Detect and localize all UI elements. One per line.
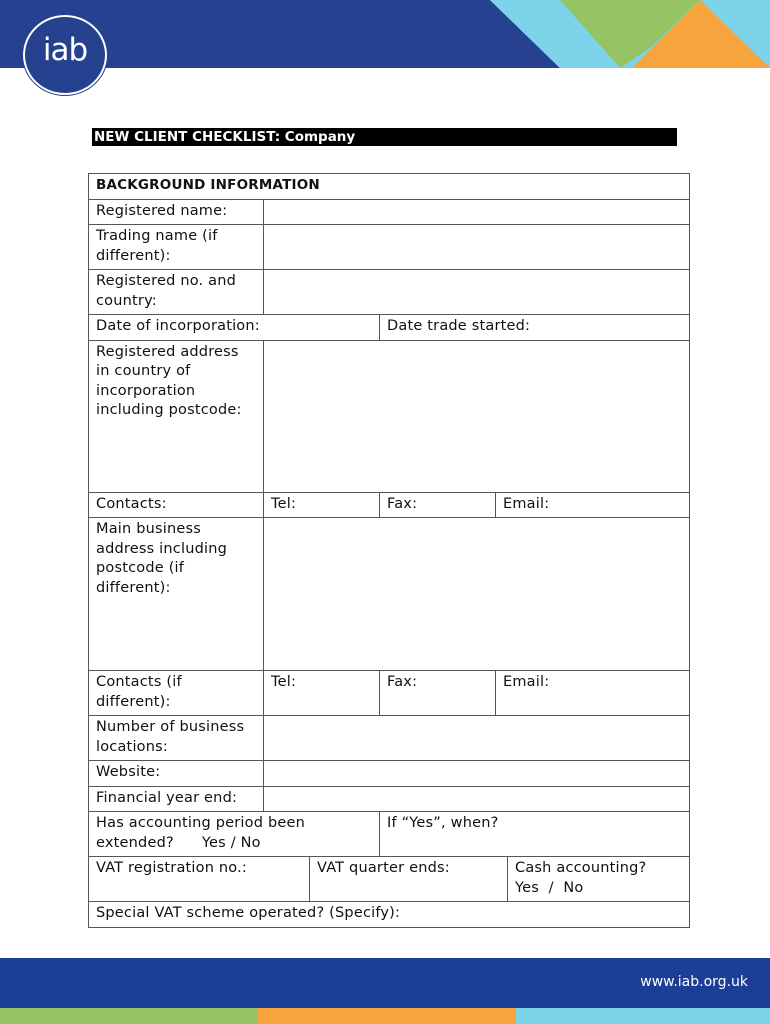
email-field-2[interactable]: Email: (496, 671, 690, 716)
accounting-period-yes-no[interactable]: Yes / No (201, 834, 261, 851)
contacts-label: Contacts: (89, 492, 264, 518)
section-header: BACKGROUND INFORMATION (89, 174, 690, 200)
registered-no-field[interactable] (264, 270, 690, 315)
registered-name-label: Registered name: (89, 199, 264, 225)
cash-accounting-field[interactable] (508, 857, 690, 902)
financial-year-end-field[interactable] (264, 786, 690, 812)
tel-field-2[interactable]: Tel: (264, 671, 380, 716)
fax-field[interactable]: Fax: (380, 492, 496, 518)
date-trade-started-field[interactable]: Date trade started: (380, 315, 690, 341)
footer-strip-green (0, 1008, 258, 1024)
trading-name-field[interactable] (264, 225, 690, 270)
website-link[interactable]: www.iab.org.uk (640, 974, 748, 990)
registered-address-label: Registered address in country of incorporation including postcode: (89, 340, 264, 492)
main-business-address-field[interactable] (264, 518, 690, 671)
date-incorporation-field[interactable]: Date of incorporation: (89, 315, 380, 341)
tel-field[interactable]: Tel: (264, 492, 380, 518)
number-of-locations-label: Number of business locations: (89, 716, 264, 761)
cash-accounting-question: Cash accounting? (515, 860, 647, 876)
cash-accounting-yes-no[interactable]: Yes / No (515, 879, 584, 896)
accounting-period-extended-field[interactable] (89, 812, 380, 857)
website-label: Website: (89, 761, 264, 787)
if-yes-when-field[interactable]: If “Yes”, when? (380, 812, 690, 857)
number-of-locations-field[interactable] (264, 716, 690, 761)
registered-address-field[interactable] (264, 340, 690, 492)
website-field[interactable] (264, 761, 690, 787)
accounting-period-question: Has accounting period been extended? (96, 815, 305, 851)
iab-logo[interactable]: iab (23, 15, 107, 95)
registered-name-field[interactable] (264, 199, 690, 225)
trading-name-label: Trading name (if different): (89, 225, 264, 270)
main-business-address-label: Main business address including postcode (if different): (89, 518, 264, 671)
financial-year-end-label: Financial year end: (89, 786, 264, 812)
footer-strip-orange (258, 1008, 516, 1024)
footer-strip-blue (516, 1008, 770, 1024)
email-field[interactable]: Email: (496, 492, 690, 518)
vat-registration-field[interactable]: VAT registration no.: (89, 857, 310, 902)
header-banner (0, 0, 770, 68)
footer-bar (0, 958, 770, 1008)
registered-no-label: Registered no. and country: (89, 270, 264, 315)
background-information-form (88, 173, 690, 928)
vat-quarter-ends-field[interactable]: VAT quarter ends: (310, 857, 508, 902)
special-vat-scheme-field[interactable]: Special VAT scheme operated? (Specify): (89, 902, 690, 928)
fax-field-2[interactable]: Fax: (380, 671, 496, 716)
page-title: NEW CLIENT CHECKLIST: Company (92, 128, 677, 146)
contacts-if-different-label: Contacts (if different): (89, 671, 264, 716)
